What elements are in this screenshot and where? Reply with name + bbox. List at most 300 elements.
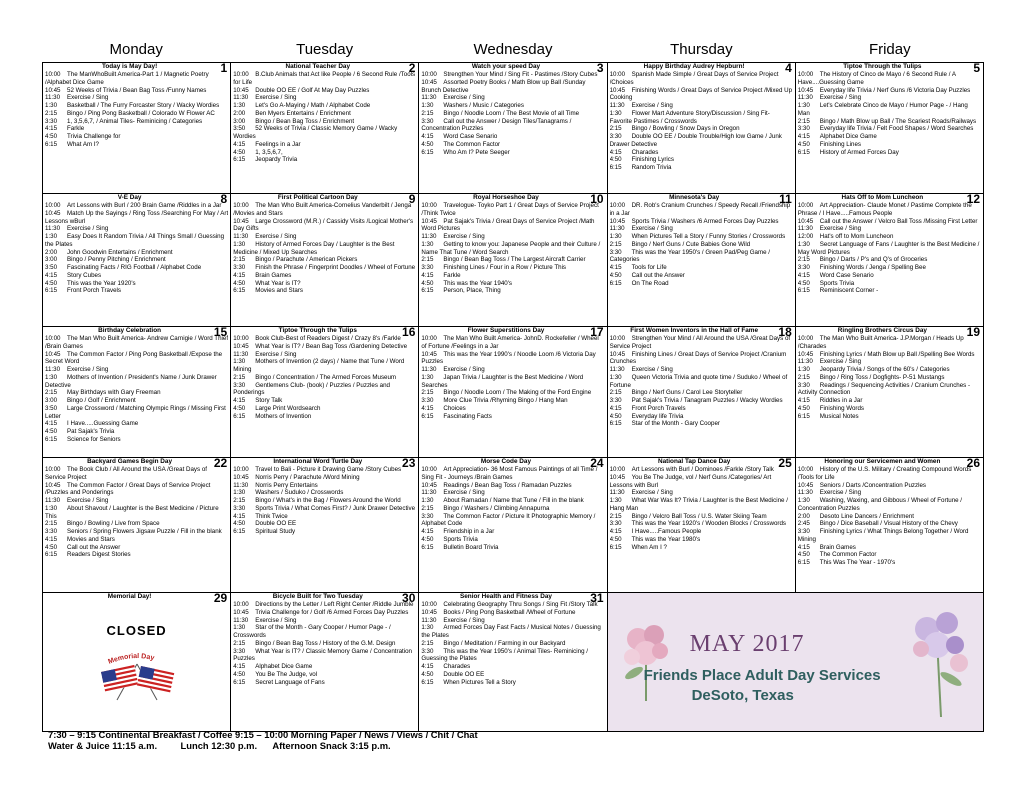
- event-item: [421, 679, 604, 687]
- event-list: [233, 71, 416, 164]
- event-text: Call out the Answer: [631, 271, 685, 279]
- event-item: [45, 102, 228, 110]
- event-text: The Common Factor / Ping Pong Basketball /Expose the Secret Word: [45, 350, 223, 366]
- event-text: Assorted Poetry Books / Math Blow up Ball /Sunday Brunch Detective: [421, 78, 586, 94]
- event-time: 1:30: [233, 240, 246, 248]
- event-item: [798, 497, 981, 513]
- event-text: Think Twice: [255, 512, 288, 520]
- event-item: [233, 94, 416, 102]
- event-item: [421, 351, 604, 367]
- date-number: 1: [220, 63, 228, 75]
- event-list: [421, 466, 604, 551]
- event-item: [233, 218, 416, 234]
- date-number: 5: [973, 63, 980, 75]
- event-time: 6:15: [609, 420, 622, 428]
- event-item: [421, 233, 604, 241]
- event-time: 4:15: [797, 271, 810, 279]
- event-time: 2:15: [45, 520, 58, 528]
- event-time: 1:30: [421, 624, 434, 632]
- event-item: [610, 241, 793, 249]
- event-item: [233, 413, 416, 421]
- event-text: Sports Trivia: [819, 279, 855, 287]
- event-text: Directions by the Letter / Left Right Center /Riddle Jumble: [255, 601, 414, 608]
- event-time: 1:30: [797, 366, 810, 373]
- event-list: [45, 202, 228, 295]
- event-time: 3:30: [233, 504, 246, 512]
- event-item: [45, 466, 228, 482]
- cell-title: National Teacher Day: [285, 63, 351, 70]
- event-text: Basketball / The Furry Forcaster Story / Wacky Wordies: [67, 102, 220, 109]
- event-time: 6:15: [797, 148, 810, 156]
- event-time: 10:45: [609, 473, 626, 481]
- event-item: [610, 405, 793, 413]
- event-time: 10:45: [45, 209, 61, 217]
- event-text: Bulletin Board Trivia: [443, 543, 499, 551]
- event-text: Farkle: [443, 271, 461, 279]
- event-item: [798, 489, 981, 497]
- event-time: 4:15: [45, 420, 58, 428]
- event-item: [233, 505, 416, 513]
- event-item: [233, 609, 416, 617]
- event-item: [233, 351, 416, 359]
- event-text: Bingo / Noodle Loom / The Making of the Ford Engine: [443, 389, 592, 397]
- event-text: Large Crossword / Matching Olympic Rings / Missing First Letter: [45, 404, 226, 420]
- event-text: Sports Trivia: [443, 535, 478, 543]
- event-item: [421, 489, 604, 497]
- event-item: [798, 233, 981, 241]
- event-time: 10:00: [421, 466, 437, 473]
- event-text: Exercise / Sing: [443, 616, 485, 624]
- event-time: 11:30: [421, 94, 437, 102]
- event-time: 10:45: [609, 86, 626, 94]
- event-item: [233, 466, 416, 474]
- event-time: 11:30: [233, 350, 249, 358]
- event-item: [798, 551, 981, 559]
- event-text: Art Lessons with Burl / Dominoes /Farkle /Story Talk: [631, 466, 774, 473]
- event-item: [45, 87, 228, 95]
- event-text: Bingo / Ring Toss / Dogfights- P-51 Mustangs: [819, 373, 945, 381]
- event-text: Double OO EE: [443, 670, 485, 678]
- event-text: Everyday life Trivia / Felt Food Shapes / Word Searches: [819, 125, 974, 133]
- event-item: [798, 202, 981, 218]
- event-text: Finishing Words: [819, 404, 864, 412]
- event-item: [233, 640, 416, 648]
- event-text: Armed Forces Day Fast Facts / Musical Notes / Guessing the Plates: [421, 624, 601, 639]
- event-time: 4:15: [45, 271, 58, 279]
- event-time: 11:30: [797, 225, 813, 233]
- event-time: 11:30: [45, 225, 61, 233]
- event-list: [610, 202, 793, 287]
- event-item: [798, 133, 981, 141]
- event-time: 11:30: [421, 366, 437, 373]
- event-text: Large Crossword (M.R.) / Cassidy Visits /Logical Mother's Day Gifts: [233, 217, 414, 233]
- event-item: [421, 624, 604, 640]
- event-item: [45, 141, 228, 149]
- event-text: Person, Place, Thing: [443, 287, 501, 295]
- date-number: 25: [778, 458, 792, 470]
- event-text: Sports Trivia / Washers /6 Armed Forces Day Puzzles: [631, 217, 779, 225]
- event-item: [798, 218, 981, 226]
- event-text: Mothers of Invention: [255, 412, 312, 420]
- event-time: 10:45: [421, 608, 437, 616]
- event-text: Spanish Made Simple / Great Days of Service Project /Choices: [609, 71, 779, 86]
- event-item: [45, 405, 228, 421]
- event-text: Science for Seniors: [67, 435, 121, 443]
- event-text: Fascinating Facts: [443, 412, 492, 420]
- event-text: Charades: [631, 148, 659, 156]
- event-text: Bingo / Nerf Guns / Cute Babies Gone Wild: [631, 240, 751, 248]
- date-number: 19: [966, 327, 980, 339]
- event-text: Pat Sajak's Trivia / Great Days of Service Project /Math Word Pictures: [421, 217, 595, 233]
- event-time: 3:30: [609, 133, 622, 140]
- event-text: Bingo / Bean Bag Toss / The Largest Aircraft Carrier: [443, 256, 586, 264]
- memorial-day-flags-icon: [45, 644, 228, 707]
- event-item: [610, 218, 793, 226]
- event-list: [421, 71, 604, 156]
- flower-left-icon: [616, 613, 678, 703]
- event-text: Seniors / Spring Flowers Jigsaw Puzzle / Fill in the blank: [67, 528, 222, 535]
- event-time: 4:15: [609, 148, 622, 156]
- event-time: 11:30: [797, 358, 813, 366]
- event-item: [233, 264, 416, 272]
- event-time: 2:15: [421, 389, 434, 397]
- day-cell: [607, 194, 795, 327]
- event-item: [421, 110, 604, 118]
- event-text: Books / Ping Pong Basketball /Wheel of Fortune: [443, 608, 576, 616]
- event-item: [45, 389, 228, 397]
- event-text: Finishing Lines / Four in a Row / Picture This: [443, 264, 567, 271]
- event-item: [798, 520, 981, 528]
- event-text: About Shavout / Laughter is the Best Medicine / Picture This: [45, 504, 219, 520]
- event-list: [798, 466, 981, 567]
- event-time: 1:30: [233, 358, 246, 366]
- date-number: 22: [213, 458, 228, 470]
- event-text: Exercise / Sing: [255, 233, 297, 240]
- event-item: [421, 413, 604, 421]
- event-time: 4:50: [233, 404, 246, 412]
- event-item: [233, 287, 416, 295]
- event-time: 11:30: [609, 225, 625, 233]
- event-text: Tools for Life: [631, 264, 667, 271]
- event-time: 2:00: [45, 248, 58, 256]
- weekday-tuesday: Tuesday: [296, 41, 354, 58]
- date-number: 18: [778, 327, 792, 339]
- event-time: 1:30: [421, 102, 434, 109]
- event-text: Mothers of Invention / President's Name / Junk Drawer Detective: [45, 373, 217, 389]
- event-text: Pat Sajak's Trivia: [67, 428, 115, 435]
- event-text: Bingo / Ping Pong Basketball / Colorado W Flower AC: [67, 109, 215, 117]
- event-item: [45, 374, 228, 390]
- event-text: Double OO EE: [255, 520, 297, 528]
- event-text: Alphabet Dice Game: [255, 663, 313, 670]
- event-time: 2:15: [797, 256, 810, 264]
- event-item: [421, 71, 604, 79]
- event-item: [233, 513, 416, 521]
- event-time: 10:45: [233, 217, 249, 225]
- event-time: 3:00: [233, 117, 246, 125]
- event-item: [610, 513, 793, 521]
- cell-title: Ringling Brothers Circus Day: [837, 327, 927, 334]
- memorial-day-cell: [43, 593, 231, 732]
- event-time: 3:30: [609, 520, 622, 528]
- cell-title: Honoring our Servicemen and Women: [824, 458, 941, 465]
- event-time: 4:50: [45, 133, 58, 140]
- event-time: 2:45: [797, 520, 810, 528]
- event-text: More Clue Trivia /Rhyming Bingo / Hang Man: [443, 397, 568, 404]
- event-time: 2:15: [797, 373, 810, 381]
- event-item: [233, 528, 416, 536]
- event-item: [233, 233, 416, 241]
- event-item: [45, 528, 228, 536]
- day-cell: [795, 327, 983, 458]
- event-text: Travel to Bali - Picture it Drawing Game /Story Cubes: [255, 466, 402, 473]
- event-time: 10:00: [421, 71, 437, 78]
- event-text: Easy Does It Random Trivia / All Things Small / Guessing the Plates: [45, 233, 225, 248]
- event-text: Exercise / Sing: [819, 225, 862, 233]
- event-text: Finishing Words / Jenga / Spelling Bee: [819, 264, 926, 271]
- event-item: [610, 110, 793, 126]
- event-text: Washers / Suduko / Crosswords: [255, 489, 344, 497]
- event-time: 4:15: [233, 140, 246, 148]
- event-time: 10:45: [797, 481, 814, 489]
- event-time: 2:00: [797, 512, 810, 520]
- event-text: Bingo / Meditation / Farming in our Backyard: [443, 639, 566, 647]
- cell-title: Hats Off to Mom Luncheon: [841, 194, 924, 201]
- event-time: 4:50: [233, 670, 246, 678]
- day-cell: [43, 327, 231, 458]
- event-item: [610, 264, 793, 272]
- day-cell: [43, 194, 231, 327]
- event-item: [798, 366, 981, 374]
- event-item: [45, 202, 228, 210]
- event-item: [610, 497, 793, 513]
- event-item: [798, 94, 981, 102]
- event-item: [45, 351, 228, 367]
- event-item: [610, 233, 793, 241]
- event-time: 11:30: [233, 481, 249, 489]
- event-list: [421, 601, 604, 686]
- event-text: Bingo / Bean Bag Toss / Enrichment: [255, 117, 355, 125]
- event-item: [233, 272, 416, 280]
- event-time: 11:30: [45, 94, 61, 102]
- event-text: Bingo / Bowling / Live from Space: [67, 520, 160, 528]
- event-time: 10:45: [421, 481, 437, 489]
- event-item: [233, 617, 416, 625]
- event-time: 3:50: [45, 404, 58, 412]
- event-time: 1:30: [45, 233, 58, 240]
- event-time: 3:30: [421, 512, 434, 520]
- event-text: Movies and Stars: [67, 535, 115, 543]
- event-time: 10:00: [233, 202, 249, 209]
- event-item: [233, 624, 416, 640]
- event-text: Exercise / Sing: [443, 94, 485, 102]
- event-item: [421, 118, 604, 134]
- event-list: [45, 466, 228, 559]
- event-item: [421, 544, 604, 552]
- event-time: 2:15: [797, 117, 810, 125]
- event-time: 11:30: [45, 497, 61, 504]
- event-text: Trivia Challenge for / Golf /6 Armed Forces Day Puzzles: [255, 608, 409, 616]
- day-cell: [231, 593, 419, 732]
- event-time: 4:50: [609, 271, 622, 279]
- event-item: [45, 225, 228, 233]
- event-time: 4:15: [609, 528, 622, 535]
- event-time: 10:45: [233, 342, 249, 350]
- event-list: [233, 202, 416, 295]
- promo-banner: [607, 593, 983, 732]
- event-item: [421, 609, 604, 617]
- event-time: 2:15: [233, 639, 246, 647]
- event-text: Flower Mart Adventure Story/Discussion / Sing Fit- Favorite Pastimes / Crosswords: [609, 109, 770, 125]
- weekday-header: [42, 38, 984, 62]
- event-text: Call out the Answer / Design Tiles/Tanagrams / Concentration Puzzles: [421, 117, 572, 133]
- event-time: 6:15: [797, 287, 810, 295]
- event-time: 6:15: [233, 412, 246, 420]
- event-item: [45, 118, 228, 126]
- event-text: Finishing Words / Great Days of Service Project /Mixed Up Cooking: [609, 86, 793, 102]
- event-time: 6:15: [233, 156, 246, 164]
- event-time: 11:30: [421, 489, 437, 497]
- event-list: [610, 71, 793, 172]
- event-item: [798, 528, 981, 544]
- event-time: 4:15: [797, 543, 810, 551]
- weekday-monday: Monday: [109, 41, 163, 58]
- event-item: [421, 640, 604, 648]
- day-cell: [231, 458, 419, 593]
- event-time: 10:00: [45, 71, 61, 78]
- event-text: You Be The Judge, vol / Nerf Guns /Categories/ Art Lessons with Burl: [609, 473, 772, 489]
- event-text: What Am I?: [67, 140, 99, 148]
- event-time: 4:15: [233, 271, 246, 279]
- event-time: 10:45: [797, 86, 814, 94]
- event-time: 2:15: [45, 389, 58, 397]
- event-list: [45, 335, 228, 444]
- cell-title: First Women Inventors in the Hall of Fame: [630, 327, 759, 334]
- footer-line-2: Water & Juice 11:15 a.m. Lunch 12:30 p.m. Afternoon Snack 3:15 p.m.: [48, 740, 391, 751]
- event-item: [421, 264, 604, 272]
- event-text: The Common Factor: [819, 551, 877, 559]
- event-item: [45, 335, 228, 351]
- event-time: 1:30: [797, 102, 810, 109]
- day-cell: [231, 194, 419, 327]
- event-list: [798, 335, 981, 420]
- event-text: Travelogue- Toyko Part 1 / Great Days of Service Project /Think Twice: [421, 202, 599, 217]
- footer-meal-schedule: [48, 729, 478, 751]
- event-text: Exercise / Sing: [67, 225, 109, 233]
- event-time: 10:45: [233, 86, 249, 94]
- event-text: Bingo / Golf / Enrichment: [67, 397, 136, 404]
- event-text: Desoto Line Dancers / Enrichment: [819, 512, 914, 520]
- event-time: 4:15: [797, 397, 810, 404]
- promo-organization: Friends Place Adult Day Services: [643, 667, 881, 684]
- event-item: [45, 420, 228, 428]
- event-time: 3:30: [797, 381, 810, 389]
- event-text: Brain Games: [819, 543, 856, 551]
- event-text: Sports Trivia / What Comes First? / Junk Drawer Detective: [255, 504, 416, 512]
- event-item: [421, 280, 604, 288]
- event-time: 3:30: [797, 125, 810, 133]
- event-item: [45, 280, 228, 288]
- event-item: [421, 466, 604, 482]
- event-time: 4:50: [421, 670, 434, 678]
- event-list: [233, 335, 416, 420]
- event-item: [421, 374, 604, 390]
- event-item: [798, 225, 981, 233]
- event-text: This was the Year 1980's: [631, 535, 701, 543]
- event-time: 10:45: [609, 350, 626, 358]
- event-item: [421, 389, 604, 397]
- event-time: 2:15: [233, 497, 246, 504]
- event-text: 52 Weeks of Trivia / Bean Bag Toss /Funny Names: [67, 86, 207, 94]
- event-time: 10:00: [609, 335, 626, 342]
- event-text: Front Porch Travels: [67, 287, 121, 295]
- event-text: The Man Who Built America- J.P.Morgan / Heads Up /Charades: [797, 335, 964, 350]
- day-cell: [419, 327, 607, 458]
- cell-title: Birthday Celebration: [98, 327, 162, 334]
- event-text: Exercise / Sing: [631, 366, 673, 373]
- event-time: 10:00: [45, 335, 61, 342]
- event-list: [610, 466, 793, 551]
- cell-title: First Political Cartoon Day: [277, 194, 358, 201]
- event-item: [233, 679, 416, 687]
- date-number: 31: [590, 593, 604, 605]
- event-text: Japan Trivia / Laughter is the Best Medicine / Word Searches: [421, 373, 584, 389]
- event-list: [421, 335, 604, 420]
- event-time: 4:50: [233, 279, 246, 287]
- footer-line-1: 7:30 – 9:15 Continental Breakfast / Coffee 9:15 – 10:00 Morning Paper / News / Views / Chit / Chat: [48, 729, 478, 740]
- cell-title: International Word Turtle Day: [273, 458, 363, 465]
- event-text: The Man Who Built America- Andrew Carnigie / Word Thief /Brain Games: [45, 335, 229, 350]
- event-text: History of Armed Forces Day / Laughter is the Best Medicine / Mixed Up Searches: [233, 240, 395, 256]
- event-time: 1:30: [421, 373, 434, 381]
- event-item: [233, 601, 416, 609]
- event-time: 6:15: [233, 528, 246, 535]
- event-item: [610, 102, 793, 110]
- event-item: [233, 520, 416, 528]
- event-text: Exercise / Sing: [67, 497, 109, 504]
- event-item: [610, 474, 793, 490]
- event-text: This Was The Year - 1970's: [819, 559, 896, 566]
- event-text: Bingo / Math Blow up Ball / The Scariest Roads/Railways: [819, 117, 977, 125]
- event-item: [233, 489, 416, 497]
- cell-title: Senior Health and Fitness Day: [459, 593, 552, 600]
- event-time: 1:30: [45, 102, 58, 109]
- event-text: When Pictures Tell a Story / Funny Stories / Crosswords: [631, 233, 786, 240]
- event-time: 6:15: [45, 287, 58, 295]
- event-time: 3:30: [421, 397, 434, 404]
- event-text: Word Case Senario: [819, 271, 874, 279]
- event-list: [610, 335, 793, 428]
- event-item: [45, 71, 228, 87]
- event-item: [233, 335, 416, 343]
- cell-title: Royal Horseshoe Day: [473, 194, 539, 201]
- event-text: Everyday life Trivia: [631, 412, 684, 420]
- cell-title: Tiptoe Through the Tulips: [843, 63, 922, 70]
- event-text: Washers / Music / Categories: [443, 102, 524, 109]
- event-item: [798, 87, 981, 95]
- event-time: 4:15: [421, 663, 434, 670]
- event-time: 2:00: [233, 109, 246, 117]
- event-time: 3:30: [233, 647, 246, 655]
- event-text: Call out the Answer: [67, 543, 121, 551]
- event-time: 4:50: [609, 535, 622, 543]
- event-time: 10:00: [421, 335, 437, 342]
- event-time: 6:15: [45, 140, 58, 148]
- event-text: Jeopardy Trivia: [255, 156, 298, 164]
- event-item: [233, 71, 416, 87]
- event-text: The Book Club / All Around the USA /Great Days of Service Project: [45, 466, 207, 481]
- event-item: [45, 233, 228, 249]
